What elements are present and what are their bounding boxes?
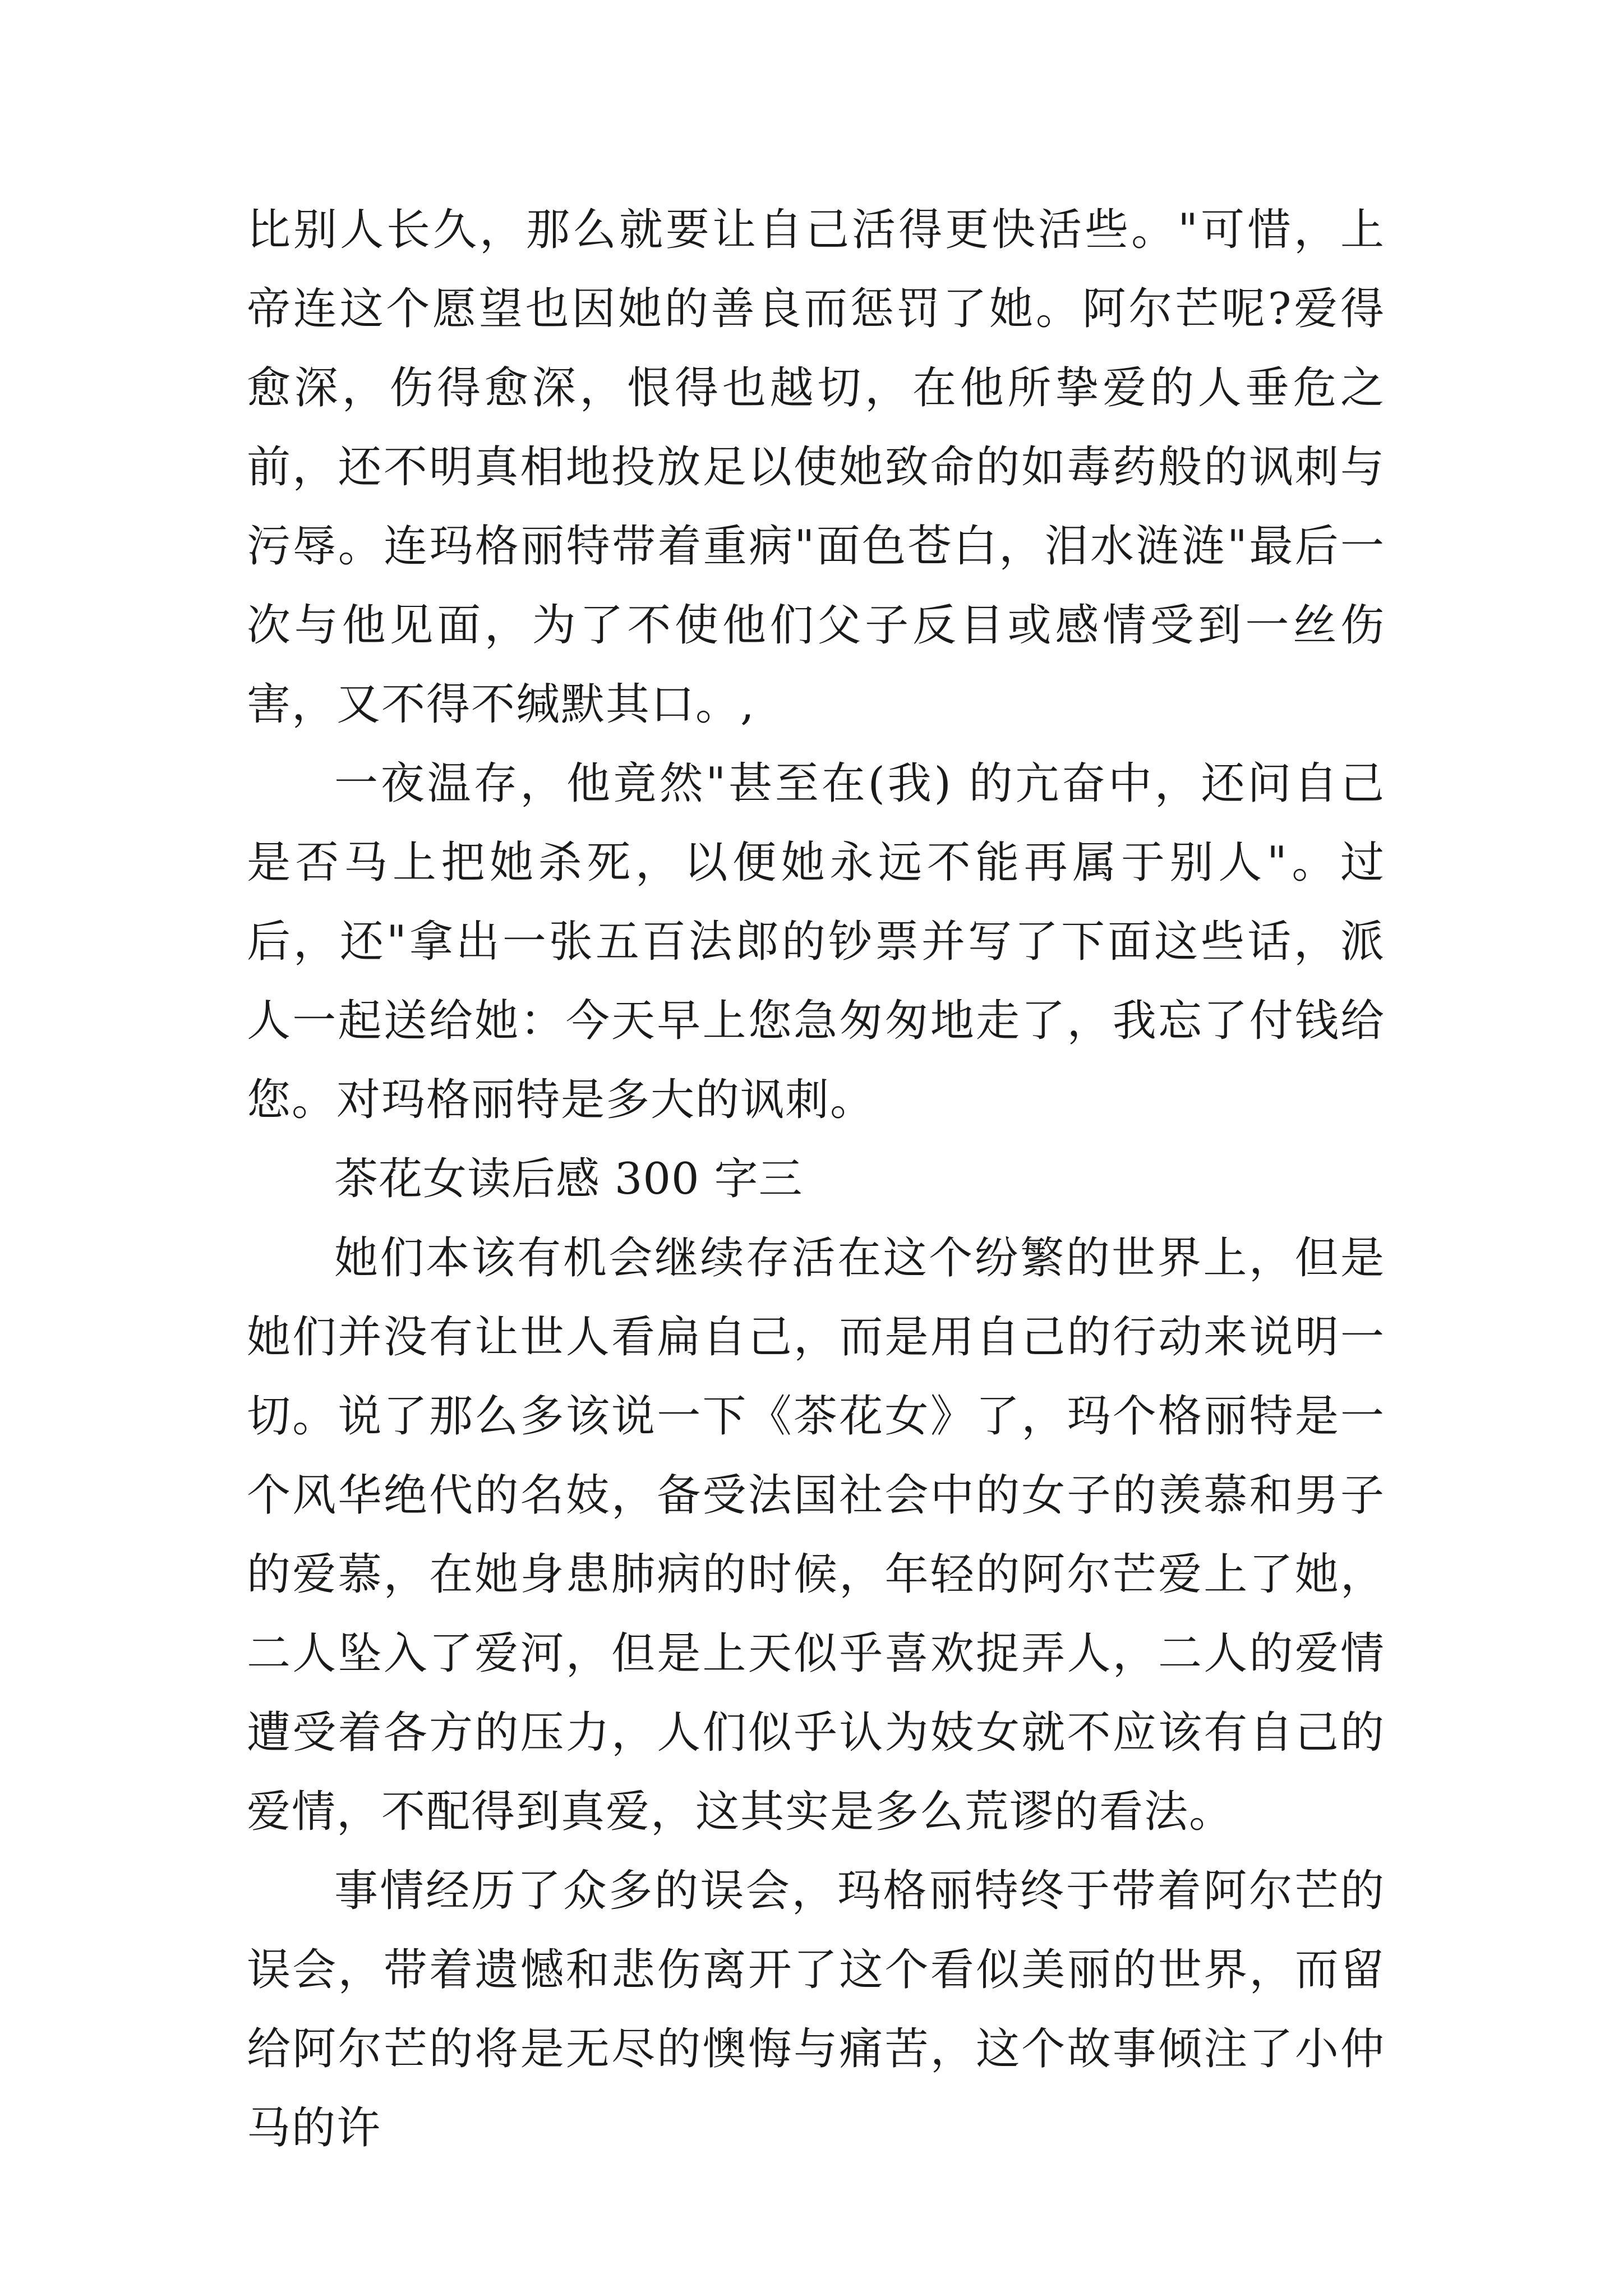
paragraph-1: 比别人长久，那么就要让自己活得更快活些。"可惜，上帝连这个愿望也因她的善良而惩罚了她。阿尔芒呢?爱得愈深，伤得愈深，恨得也越切，在他所挚爱的人垂危之前，还不明真相地投放足以使她致命的如毒药般的讽刺与污辱。连玛格丽特带着重病"面色苍白，泪水涟涟"最后一次与他见面，为了不使他们父子反目或感情受到一丝伤害，又不得不缄默其口。, (247, 205, 1385, 730)
paragraph-2: 一夜温存，他竟然"甚至在(我) 的亢奋中，还问自己是否马上把她杀死，以便她永远不能再属于别人"。过后，还"拿出一张五百法郎的钞票并写了下面这些话，派人一起送给她：今天早上您急匆匆地走了，我忘了付钱给您。对玛格丽特是多大的讽刺。 (247, 758, 1385, 1125)
section-heading: 茶花女读后感 300 字三 (334, 1154, 803, 1204)
paragraph-4: 事情经历了众多的误会，玛格丽特终于带着阿尔芒的误会，带着遗憾和悲伤离开了这个看似美丽的世界，而留给阿尔芒的将是无尽的懊悔与痛苦，这个故事倾注了小仲马的许 (247, 1866, 1385, 2154)
paragraph-3: 她们本该有机会继续存活在这个纷繁的世界上，但是她们并没有让世人看扁自己，而是用自己的行动来说明一切。说了那么多该说一下《茶花女》了，玛个格丽特是一个风华绝代的名妓，备受法国社会中的女子的羡慕和男子的爱慕，在她身患肺病的时候，年轻的阿尔芒爱上了她，二人坠入了爱河，但是上天似乎喜欢捉弄人，二人的爱情遭受着各方的压力，人们似乎认为妓女就不应该有自己的爱情，不配得到真爱，这其实是多么荒谬的看法。 (247, 1233, 1385, 1837)
body-text (247, 191, 1385, 2168)
